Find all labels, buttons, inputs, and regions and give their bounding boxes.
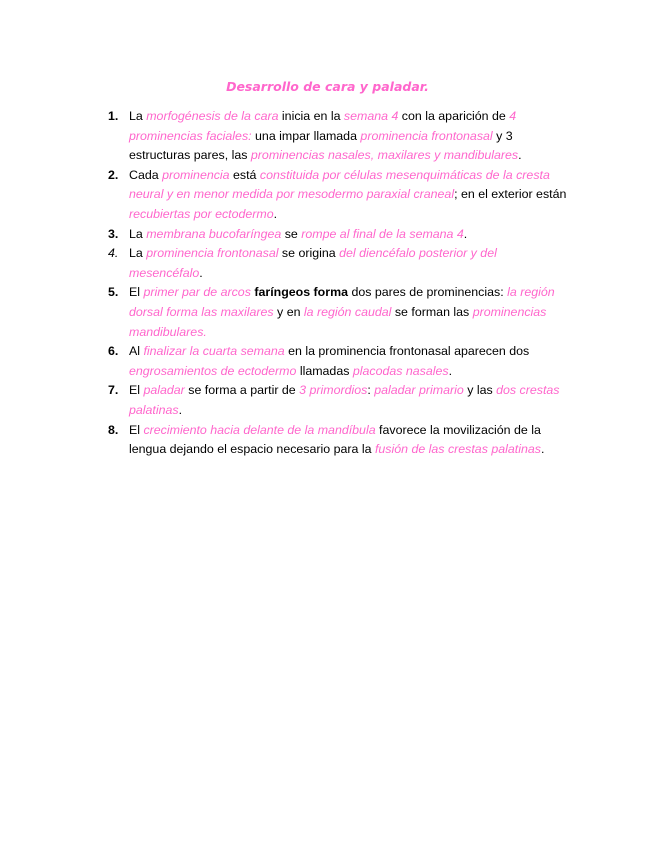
highlighted-term: fusión de las crestas palatinas <box>374 442 541 457</box>
list-item-text <box>129 344 529 378</box>
list-item <box>103 381 573 420</box>
highlighted-term: 4 prominencias faciales: <box>129 109 517 143</box>
text-segment: El <box>129 383 144 398</box>
text-segment: llamadas <box>296 363 353 378</box>
highlighted-term: placodas nasales <box>352 363 449 378</box>
list-item <box>103 244 573 283</box>
highlighted-term: constituida por células mesenquimáticas de la cresta neural y en menor medida por mesodermo paraxial craneal <box>129 167 550 202</box>
highlighted-term: rompe al final de la semana 4 <box>301 226 464 241</box>
text-segment: favorece la movilización de la lengua dejando el espacio necesario para la <box>129 422 541 457</box>
highlighted-term: del diencéfalo posterior y del mesencéfalo <box>129 246 497 280</box>
highlighted-term: prominencias nasales, maxilares y mandibulares <box>250 148 519 163</box>
highlighted-term: crecimiento hacia delante de la mandíbula <box>143 422 376 437</box>
highlighted-term: prominencias mandibulares. <box>129 304 547 339</box>
text-segment: se origina <box>278 246 340 261</box>
list-item <box>103 225 573 245</box>
highlighted-term: prominencia frontonasal <box>360 128 493 143</box>
text-segment: en la prominencia frontonasal aparecen dos <box>284 344 530 359</box>
highlighted-term: engrosamientos de ectodermo <box>129 363 297 378</box>
highlighted-term: recubiertas por ectodermo <box>129 206 274 221</box>
text-segment: inicia en la <box>278 109 344 123</box>
highlighted-term: dos crestas palatinas <box>129 383 560 417</box>
list-item <box>103 342 573 381</box>
text-segment: Al <box>129 344 144 359</box>
highlighted-term: membrana bucofaríngea <box>146 226 282 241</box>
list-item <box>103 166 573 225</box>
numbered-list <box>103 107 573 460</box>
text-segment: se forman las <box>391 304 473 319</box>
list-item-number: 5. <box>108 285 119 300</box>
highlighted-term: prominencia frontonasal <box>146 246 279 261</box>
list-item-number: 4. <box>108 246 119 261</box>
text-segment: : <box>367 383 375 398</box>
list-item-text <box>129 423 544 457</box>
text-segment: . <box>448 363 453 378</box>
highlighted-term: 3 primordios <box>299 383 368 398</box>
list-item-text <box>129 246 497 280</box>
text-segment: está <box>229 167 260 182</box>
highlighted-term: primer par de arcos <box>143 285 251 300</box>
text-segment: El <box>129 422 144 437</box>
text-segment: con la aparición de <box>398 109 510 123</box>
text-segment: La <box>129 109 147 123</box>
list-item-number: 1. <box>108 109 119 123</box>
highlighted-term: semana 4 <box>343 109 399 123</box>
list-item <box>103 421 573 460</box>
text-segment: . <box>178 402 183 417</box>
document-title: Desarrollo de cara y paladar. <box>226 79 429 94</box>
list-item-number: 3. <box>108 226 119 241</box>
highlighted-term: la región dorsal forma las maxilares <box>129 285 555 319</box>
text-segment: Cada <box>129 167 163 182</box>
highlighted-term: paladar primario <box>374 383 464 398</box>
text-segment: . <box>540 442 545 457</box>
text-segment: una impar llamada <box>251 128 361 143</box>
highlighted-term: prominencia <box>162 167 230 182</box>
text-segment: . <box>199 265 203 280</box>
list-item-text <box>129 227 467 241</box>
text-segment: se <box>281 226 302 241</box>
text-segment: La <box>129 246 147 261</box>
text-segment: dos pares de prominencias: <box>348 285 508 300</box>
list-item <box>103 107 573 166</box>
list-item-number: 8. <box>108 422 119 437</box>
text-segment: ; en el exterior están <box>454 187 567 202</box>
highlighted-term: morfogénesis de la cara <box>146 109 279 123</box>
highlighted-term: paladar <box>143 383 185 398</box>
text-segment: faríngeos forma <box>250 285 348 300</box>
highlighted-term: finalizar la cuarta semana <box>143 344 285 359</box>
text-segment: . <box>518 148 522 163</box>
list-item-number: 6. <box>108 344 119 359</box>
text-segment: . <box>463 226 468 241</box>
list-item-number: 7. <box>108 383 119 398</box>
text-segment: y 3 estructuras pares, las <box>129 128 513 163</box>
list-item-text <box>129 109 522 162</box>
highlighted-term: la región caudal <box>303 304 392 319</box>
list-item-text <box>129 383 559 417</box>
list-item <box>103 283 573 342</box>
text-segment: y las <box>463 383 497 398</box>
text-segment: . <box>273 206 278 221</box>
text-segment: La <box>129 226 147 241</box>
list-item-number: 2. <box>108 167 119 182</box>
text-segment: El <box>129 285 144 300</box>
text-segment: se forma a partir de <box>184 383 300 398</box>
list-item-text <box>129 285 555 338</box>
text-segment: y en <box>273 304 304 319</box>
list-item-text <box>129 168 566 221</box>
